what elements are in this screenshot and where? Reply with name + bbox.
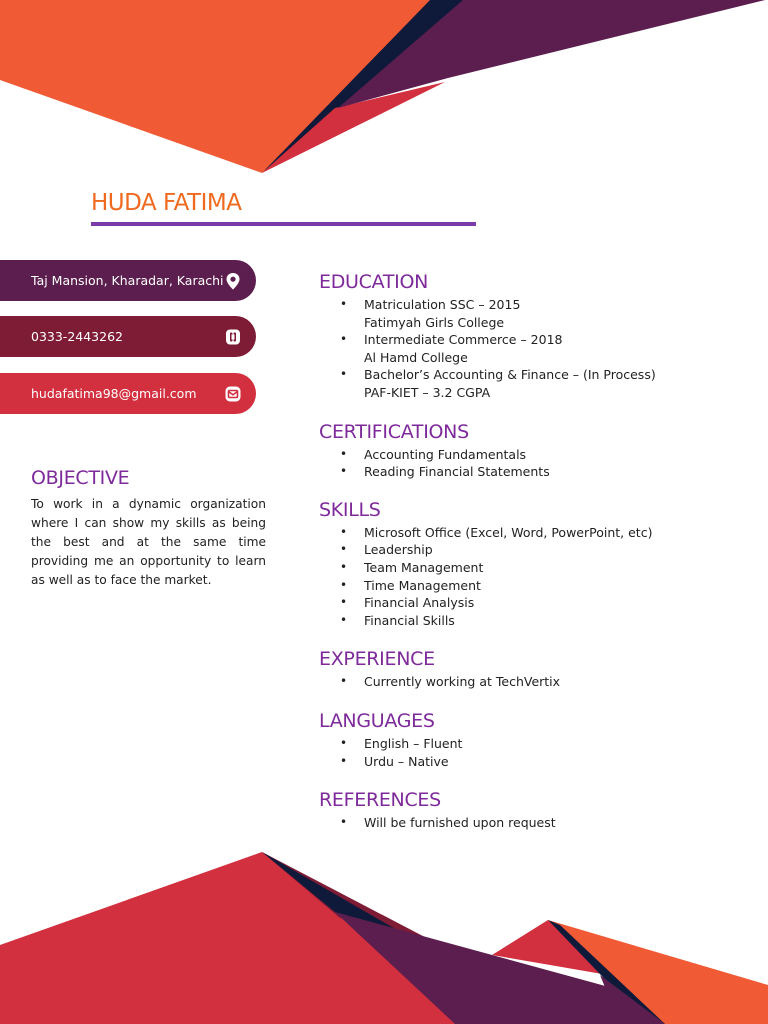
languages-section xyxy=(319,709,759,770)
education-list xyxy=(319,296,759,402)
list-item xyxy=(319,524,759,542)
education-degree: Intermediate Commerce – 2018 xyxy=(364,332,563,348)
list-item xyxy=(319,446,759,464)
skills-heading: SKILLS xyxy=(319,498,381,521)
education-institution: PAF-KIET – 3.2 CGPA xyxy=(364,384,491,400)
education-degree: Bachelor’s Accounting & Finance – (In Process) xyxy=(364,367,656,383)
references-heading: REFERENCES xyxy=(319,789,441,812)
skills-list xyxy=(319,524,759,630)
candidate-name: HUDA FATIMA xyxy=(91,190,242,216)
bullet-icon: • xyxy=(340,735,348,750)
skills-section xyxy=(319,498,759,630)
education-degree: Matriculation SSC – 2015 xyxy=(364,297,521,312)
list-item xyxy=(319,612,759,630)
education-institution: Fatimyah Girls College xyxy=(364,314,505,330)
bullet-icon: • xyxy=(340,367,348,382)
location-pin-icon xyxy=(224,272,242,290)
list-item xyxy=(319,296,759,331)
contact-phone-pill xyxy=(0,316,256,357)
objective-heading: OBJECTIVE xyxy=(31,467,130,489)
contact-email-pill xyxy=(0,373,256,414)
list-item xyxy=(319,331,759,366)
list-item xyxy=(319,541,759,559)
right-column xyxy=(319,270,759,832)
contact-address: Taj Mansion, Kharadar, Karachi xyxy=(31,273,224,288)
objective-text: To work in a dynamic organization where I can show my skills as being the best and at the same time providing me an opportunity to learn as well as to face the market. xyxy=(31,497,266,587)
education-heading: EDUCATION xyxy=(319,271,429,293)
bullet-icon: • xyxy=(340,446,348,461)
skill-item: Team Management xyxy=(364,559,484,575)
education-section xyxy=(319,270,759,402)
list-item xyxy=(319,366,759,401)
bullet-icon: • xyxy=(340,464,348,479)
list-item xyxy=(319,594,759,612)
certification-item: Accounting Fundamentals xyxy=(364,446,527,462)
certifications-heading: CERTIFICATIONS xyxy=(319,420,469,443)
reference-item: Will be furnished upon request xyxy=(364,815,556,831)
email-icon xyxy=(224,385,242,403)
experience-list xyxy=(319,673,759,691)
list-item xyxy=(319,673,759,691)
experience-section xyxy=(319,647,759,691)
skill-item: Microsoft Office (Excel, Word, PowerPoint, etc) xyxy=(364,524,653,540)
references-list xyxy=(319,814,759,832)
experience-heading: EXPERIENCE xyxy=(319,648,435,671)
certifications-section xyxy=(319,420,759,481)
list-item xyxy=(319,463,759,481)
bullet-icon: • xyxy=(340,524,348,539)
language-item: English – Fluent xyxy=(364,735,463,751)
bullet-icon: • xyxy=(340,612,348,627)
contact-address-pill xyxy=(0,260,256,301)
experience-item: Currently working at TechVertix xyxy=(364,674,561,690)
list-item xyxy=(319,753,759,771)
bullet-icon: • xyxy=(340,577,348,592)
skill-item: Financial Analysis xyxy=(364,595,475,611)
languages-list xyxy=(319,735,759,770)
skill-item: Financial Skills xyxy=(364,612,455,628)
bullet-icon: • xyxy=(340,595,348,610)
certification-item: Reading Financial Statements xyxy=(364,464,550,480)
contact-phone: 0333-2443262 xyxy=(31,329,123,344)
bullet-icon: • xyxy=(340,297,348,311)
skill-item: Leadership xyxy=(364,542,433,558)
top-decorative-banner xyxy=(0,0,768,180)
list-item xyxy=(319,559,759,577)
languages-heading: LANGUAGES xyxy=(319,709,435,732)
bullet-icon: • xyxy=(340,332,348,347)
bullet-icon: • xyxy=(340,815,348,830)
language-item: Urdu – Native xyxy=(364,753,449,769)
name-underline xyxy=(91,222,476,226)
list-item xyxy=(319,577,759,595)
contact-email: hudafatima98@gmail.com xyxy=(31,386,197,401)
bullet-icon: • xyxy=(340,674,348,689)
bullet-icon: • xyxy=(340,542,348,557)
objective-section xyxy=(31,466,266,590)
references-section xyxy=(319,788,759,832)
bullet-icon: • xyxy=(340,559,348,574)
bullet-icon: • xyxy=(340,753,348,768)
list-item xyxy=(319,735,759,753)
certifications-list xyxy=(319,446,759,481)
education-institution: Al Hamd College xyxy=(364,349,468,365)
phone-icon xyxy=(224,328,242,346)
skill-item: Time Management xyxy=(364,577,481,593)
list-item xyxy=(319,814,759,832)
bottom-decorative-banner xyxy=(0,845,768,1024)
